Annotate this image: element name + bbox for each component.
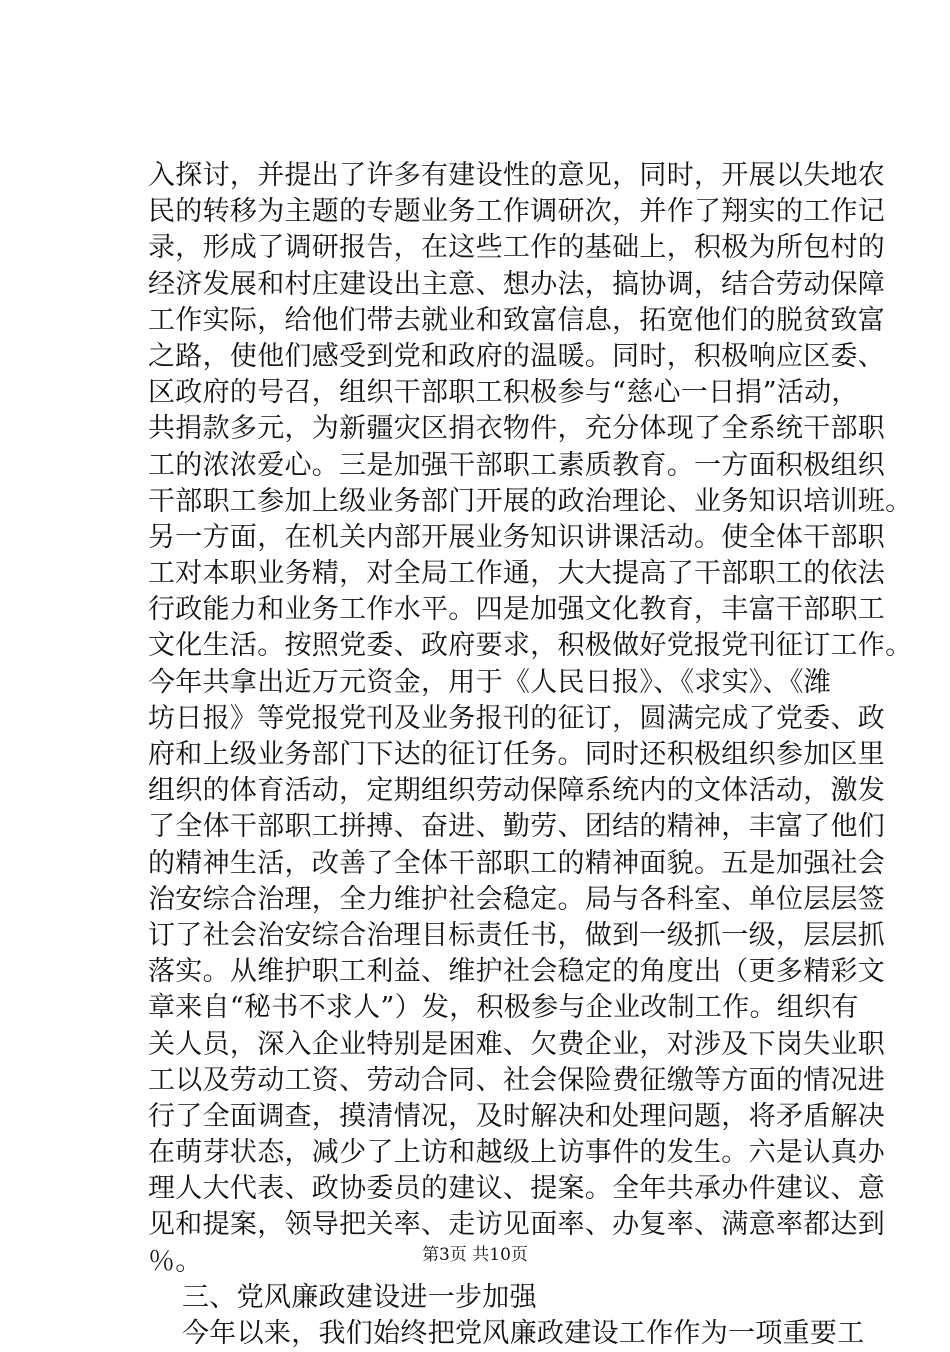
text-line: 之路，使他们感受到党和政府的温暖。同时，积极响应区委、 bbox=[148, 340, 886, 372]
text-line: 今年共拿出近万元资金，用于《人民日报》、《求实》、《潍 bbox=[148, 666, 832, 698]
paragraph-first-line: 今年以来，我们始终把党风廉政建设工作作为一项重要工 bbox=[182, 1318, 865, 1349]
text-line: 入探讨，并提出了许多有建设性的意见，同时，开展以失地农 bbox=[148, 160, 886, 191]
text-line: 文化生活。按照党委、政府要求，积极做好党报党刊征订工作。 bbox=[148, 630, 913, 662]
text-line: 另一方面，在机关内部开展业务知识讲课活动。使全体干部职 bbox=[148, 521, 886, 553]
text-line: 治安综合治理，全力维护社会稳定。局与各科室、单位层层签 bbox=[148, 883, 886, 915]
text-line: 区政府的号召，组织干部职工积极参与“慈心一日捐”活动， bbox=[148, 377, 859, 409]
text-line: 行政能力和业务工作水平。四是加强文化教育，丰富干部职工 bbox=[148, 594, 886, 626]
text-line: ％。 bbox=[148, 1245, 203, 1277]
text-line: 关人员，深入企业特别是困难、欠费企业，对涉及下岗失业职 bbox=[148, 1028, 886, 1060]
text-line: 在萌芽状态，减少了上访和越级上访事件的发生。六是认真办 bbox=[148, 1137, 886, 1169]
text-line: 组织的体育活动，定期组织劳动保障系统内的文体活动，激发 bbox=[148, 775, 886, 807]
text-line: 的精神生活，改善了全体干部职工的精神面貌。五是加强社会 bbox=[148, 847, 886, 879]
text-line: 了全体干部职工拼搏、奋进、勤劳、团结的精神，丰富了他们 bbox=[148, 811, 886, 843]
text-line: 共捐款多元，为新疆灾区捐衣物件，充分体现了全系统干部职 bbox=[148, 413, 886, 445]
text-line: 行了全面调查，摸清情况，及时解决和处理问题，将矛盾解决 bbox=[148, 1100, 886, 1132]
text-line: 理人大代表、政协委员的建议、提案。全年共承办件建议、意 bbox=[148, 1173, 886, 1205]
text-line: 工以及劳动工资、劳动合同、社会保险费征缴等方面的情况进 bbox=[148, 1064, 886, 1096]
text-line: 见和提案，领导把关率、走访见面率、办复率、满意率都达到 bbox=[148, 1209, 886, 1241]
text-line: 民的转移为主题的专题业务工作调研次，并作了翔实的工作记 bbox=[148, 196, 886, 228]
text-line: 干部职工参加上级业务部门开展的政治理论、业务知识培训班。 bbox=[148, 485, 913, 517]
text-line: 工的浓浓爱心。三是加强干部职工素质教育。一方面积极组织 bbox=[148, 449, 886, 481]
section-heading: 三、党风廉政建设进一步加强 bbox=[182, 1281, 537, 1313]
text-line: 工作实际，给他们带去就业和致富信息，拓宽他们的脱贫致富 bbox=[148, 304, 886, 336]
page-number-footer: 第3页 共10页 bbox=[422, 1245, 528, 1265]
text-line: 经济发展和村庄建设出主意、想办法，搞协调，结合劳动保障 bbox=[148, 268, 886, 300]
text-line: 坊日报》等党报党刊及业务报刊的征订，圆满完成了党委、政 bbox=[148, 702, 886, 734]
text-line: 录，形成了调研报告，在这些工作的基础上，积极为所包村的 bbox=[148, 232, 886, 264]
text-line: 订了社会治安综合治理目标责任书，做到一级抓一级，层层抓 bbox=[148, 919, 886, 951]
text-line: 落实。从维护职工利益、维护社会稳定的角度出（更多精彩文 bbox=[148, 956, 886, 988]
text-line: 章来自“秘书不求人”）发，积极参与企业改制工作。组织有 bbox=[148, 992, 859, 1024]
body-text bbox=[148, 158, 913, 1352]
text-line: 工对本职业务精，对全局工作通，大大提高了干部职工的依法 bbox=[148, 558, 886, 590]
text-line: 府和上级业务部门下达的征订任务。同时还积极组织参加区里 bbox=[148, 739, 886, 770]
